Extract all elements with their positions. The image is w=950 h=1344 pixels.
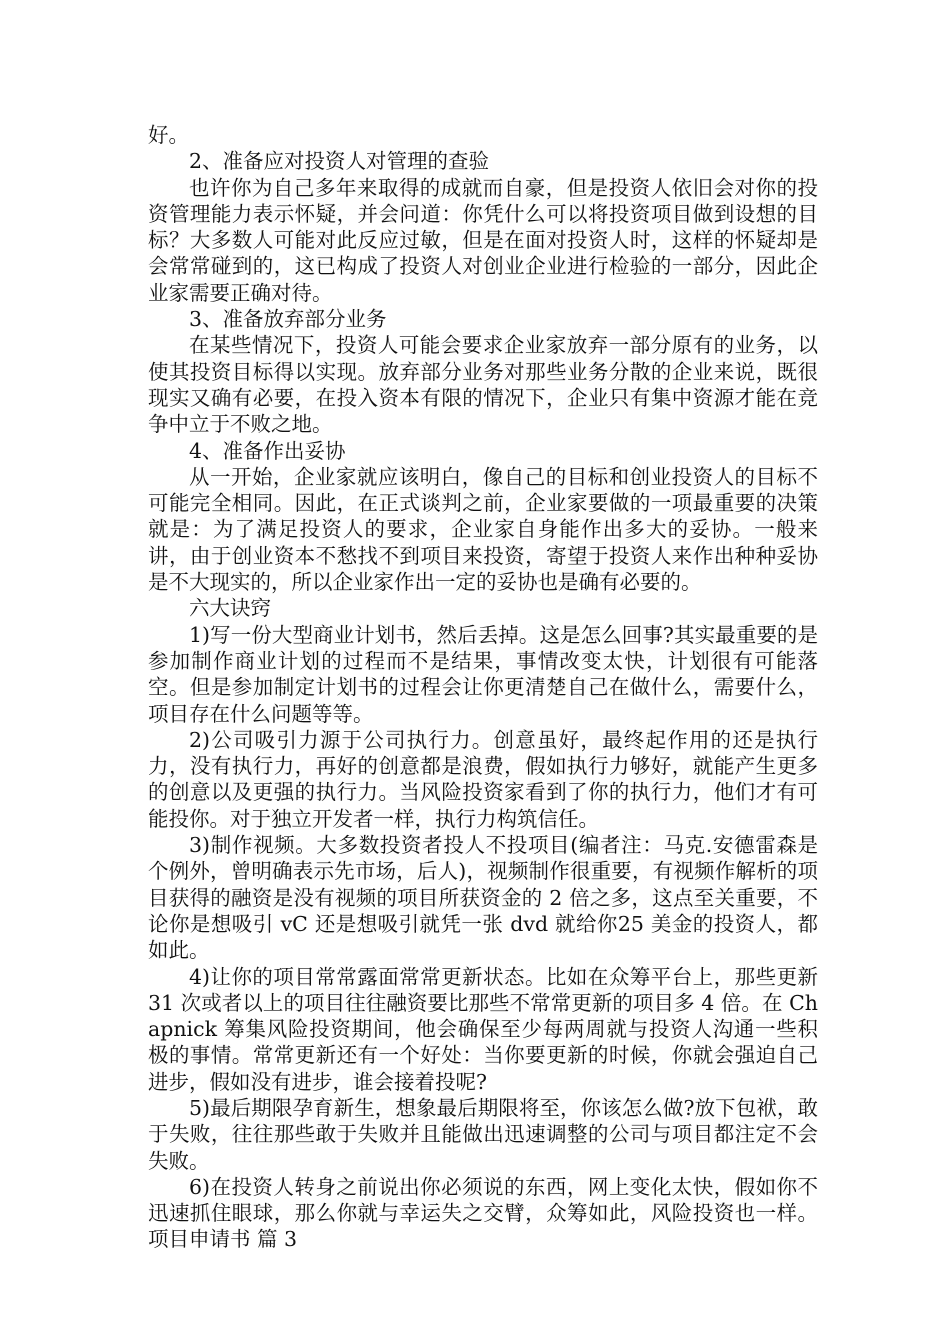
- section-heading-six-tips: 六大诀窍: [189, 596, 271, 621]
- paragraph-tip-1: 1)写一份大型商业计划书，然后丢掉。这是怎么回事?其实最重要的是参加制作商业计划的过程而不是结果，事情改变太快，计划很有可能落空。但是参加制定计划书的过程会让你更清楚自己在做什么，需要什么，项目存在什么问题等等。: [148, 622, 818, 726]
- paragraph-tip-3: 3)制作视频。大多数投资者投人不投项目(编者注：马克.安德雷森是个例外，曾明确表示先市场，后人)，视频制作很重要，有视频作解析的项目获得的融资是没有视频的项目所获资金的 2 倍之多，这点至关重要，不论你是想吸引 vC 还是想吸引就凭一张 dvd 就给你25 美金的投资人，都如此。: [148, 833, 818, 963]
- paragraph-management-review: 也许你为自己多年来取得的成就而自豪，但是投资人依旧会对你的投资管理能力表示怀疑，并会问道：你凭什么可以将投资项目做到设想的目标？大多数人可能对此反应过敏，但是在面对投资人时，这样的怀疑却是会常常碰到的，这已构成了投资人对创业企业进行检验的一部分，因此企业家需要正确对待。: [148, 175, 818, 305]
- paragraph-continuation: 好。: [148, 123, 189, 147]
- paragraph-tip-4: 4)让你的项目常常露面常常更新状态。比如在众筹平台上，那些更新 31 次或者以上的项目往往融资要比那些不常常更新的项目多 4 倍。在 Chapnick 筹集风险投资期间，他会确保至少每两周就与投资人沟通一些积极的事情。常常更新还有一个好处：当你要更新的时候，你就会强迫自己进步，假如没有进步，谁会接着投呢?: [148, 964, 818, 1094]
- paragraph-give-up-business: 在某些情况下，投资人可能会要求企业家放弃一部分原有的业务，以使其投资目标得以实现。放弃部分业务对那些业务分散的企业来说，既很现实又确有必要，在投入资本有限的情况下，企业只有集中资源才能在竞争中立于不败之地。: [148, 333, 818, 437]
- paragraph-compromise: 从一开始，企业家就应该明白，像自己的目标和创业投资人的目标不可能完全相同。因此，在正式谈判之前，企业家要做的一项最重要的决策就是：为了满足投资人的要求，企业家自身能作出多大的妥协。一般来讲，由于创业资本不愁找不到项目来投资，寄望于投资人来作出种种妥协是不大现实的，所以企业家作出一定的妥协也是确有必要的。: [148, 464, 818, 595]
- section-heading-compromise: 4、准备作出妥协: [189, 438, 346, 463]
- paragraph-tip-6: 6)在投资人转身之前说出你必须说的东西，网上变化太快，假如你不迅速抓住眼球，那么你就与幸运失之交臂，众筹如此，风险投资也一样。项目申请书 篇 3: [148, 1174, 818, 1252]
- paragraph-tip-5: 5)最后期限孕育新生，想象最后期限将至，你该怎么做?放下包袱，敢于失败，往往那些敢于失败并且能做出迅速调整的公司与项目都注定不会失败。: [148, 1095, 818, 1173]
- document-page: [148, 122, 818, 1253]
- section-heading-give-up-business: 3、准备放弃部分业务: [189, 307, 387, 332]
- section-heading-management-review: 2、准备应对投资人对管理的查验: [189, 149, 490, 174]
- paragraph-tip-2: 2)公司吸引力源于公司执行力。创意虽好，最终起作用的还是执行力，没有执行力，再好的创意都是浪费，假如执行力够好，就能产生更多的创意以及更强的执行力。当风险投资家看到了你的执行力，他们才有可能投你。对于独立开发者一样，执行力构筑信任。: [148, 727, 818, 831]
